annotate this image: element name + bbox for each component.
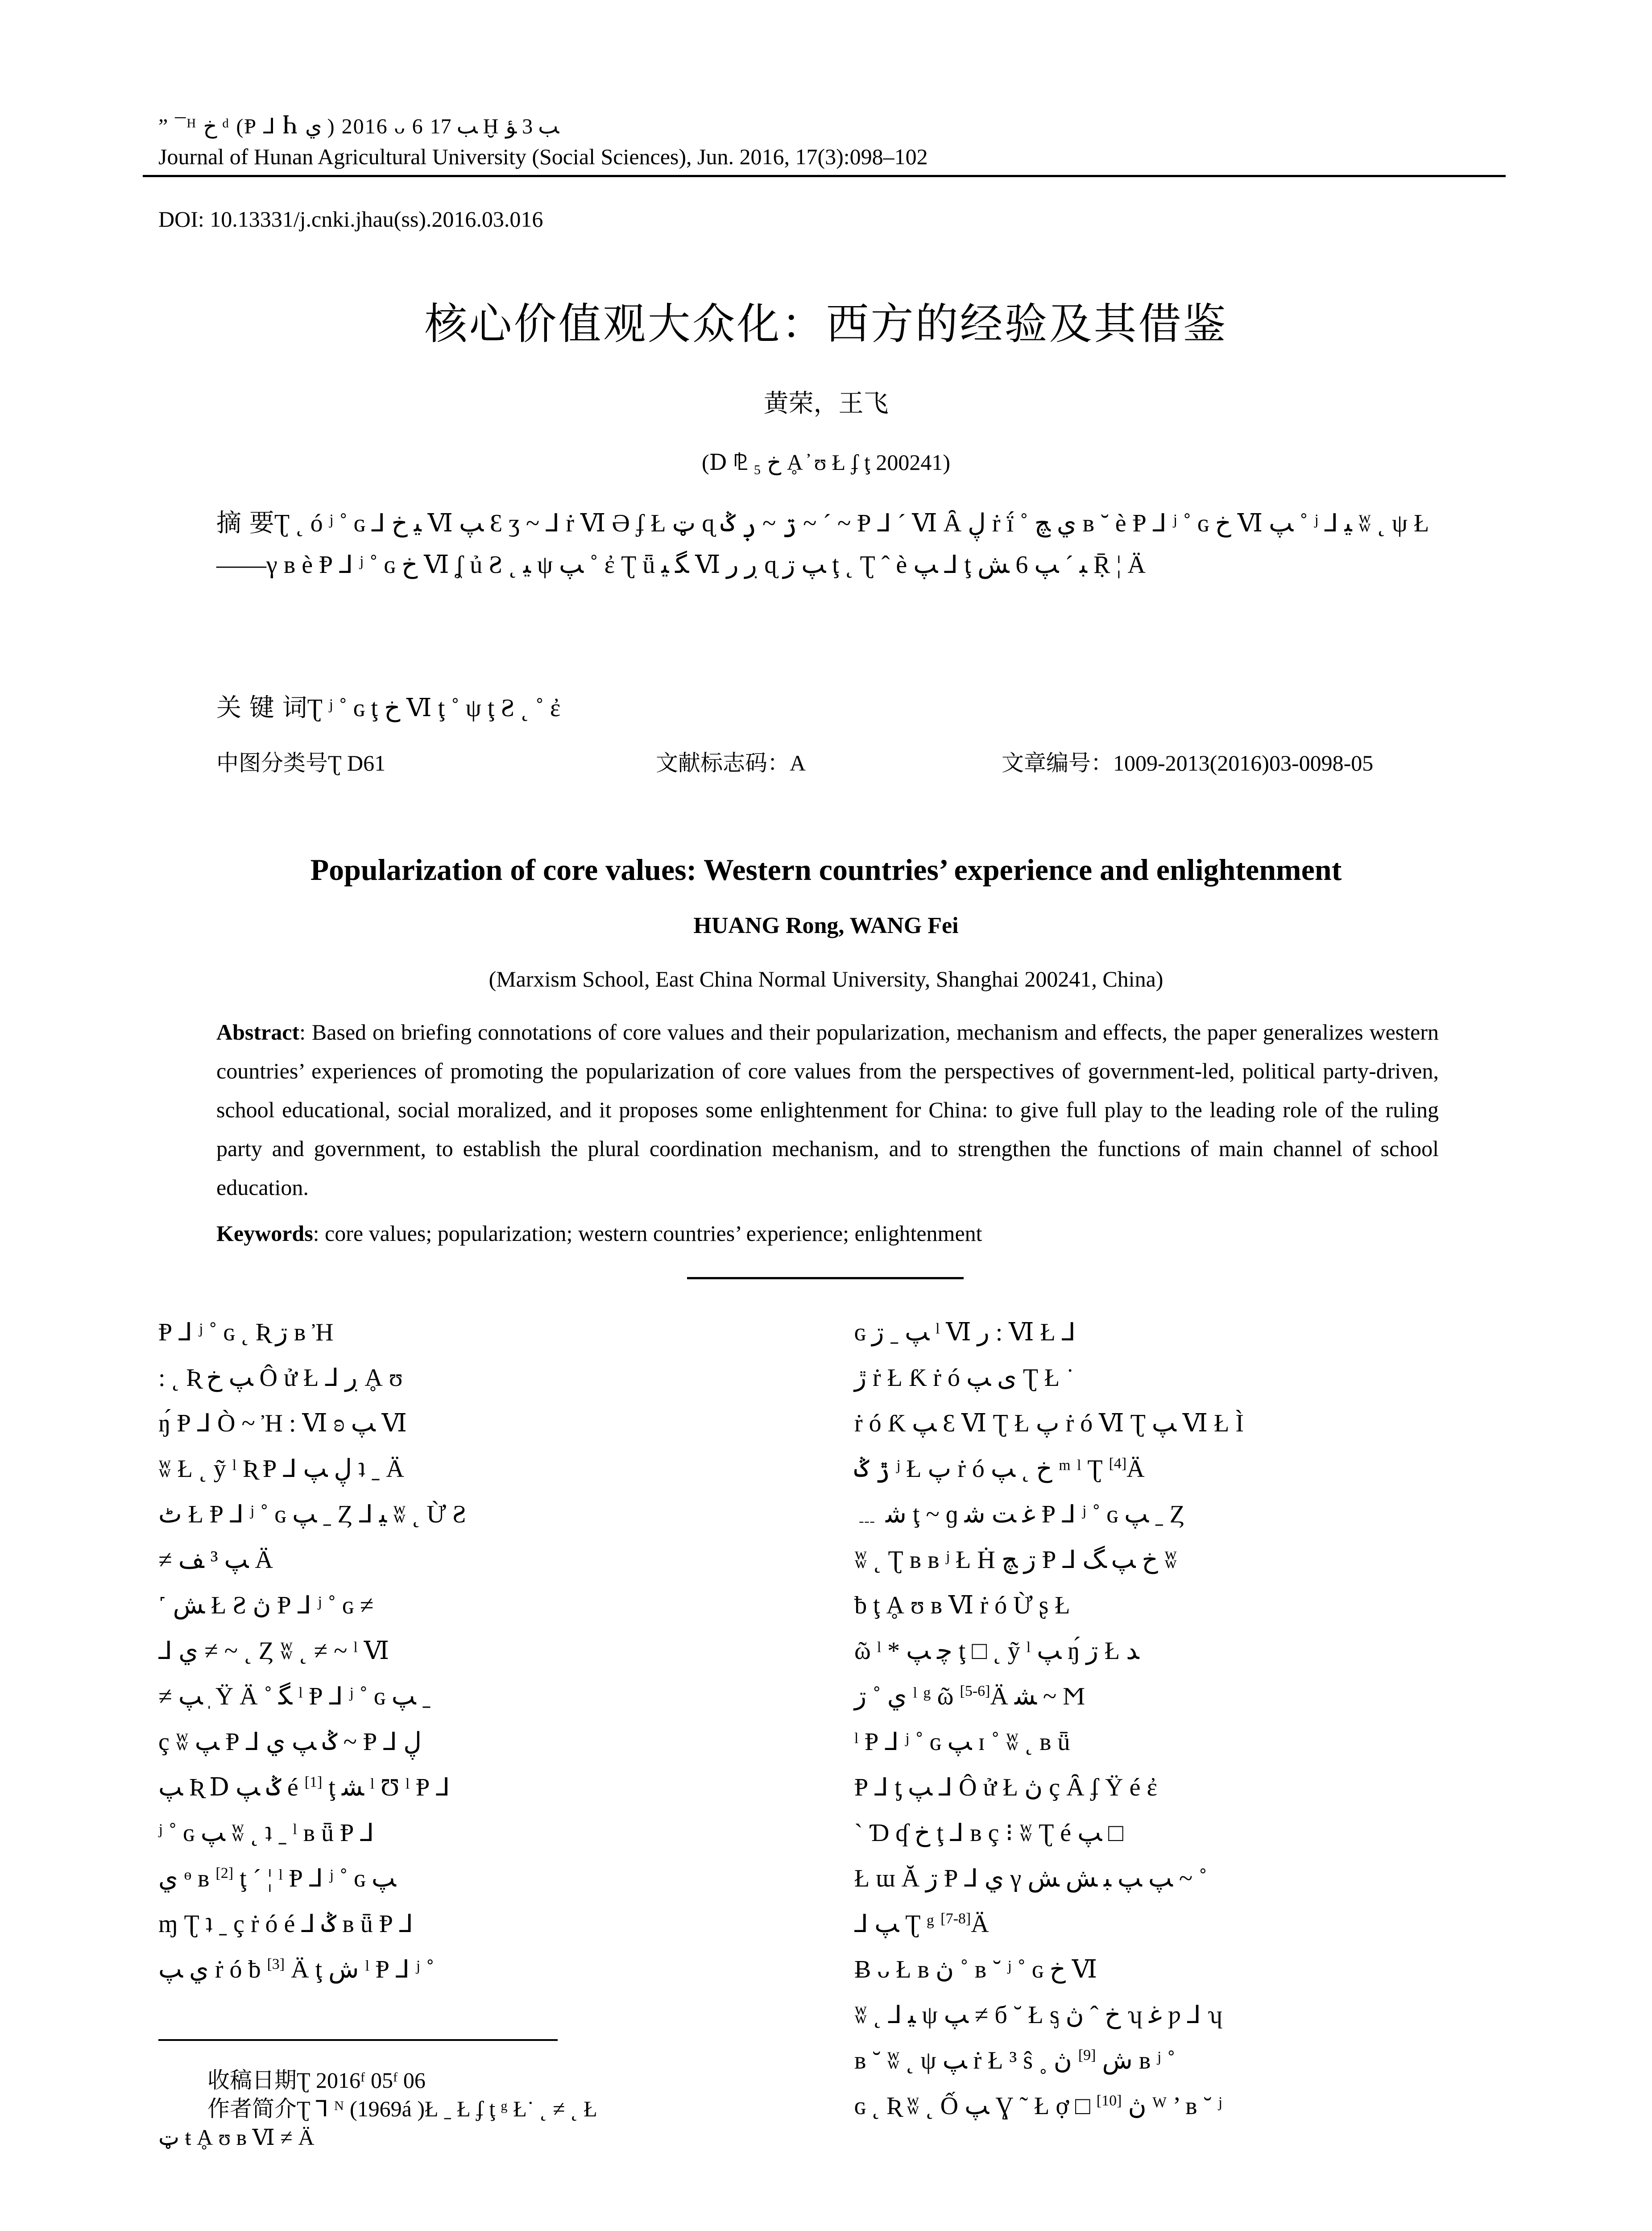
document-code-value: A	[790, 751, 806, 775]
document-code	[656, 745, 806, 777]
citation-marker[interactable]: [10]	[1096, 2092, 1122, 2109]
paper-title-en: Popularization of core values: Western countries’ experience and enlightenment	[310, 853, 1342, 887]
citation-marker[interactable]: [1]	[304, 1774, 323, 1791]
authors-en: HUANG Rong, WANG Fei	[693, 913, 959, 938]
keywords-cn	[216, 687, 1430, 729]
body-line: ʲ ˚ ɢ ﭗ ʬ ˛ ʇ ˍ ˡ ʙ ǖ Ᵽ ⅃	[158, 1819, 374, 1847]
body-line: Ᵽ ⅃ ʲ ˚ ɢ ˛ Ʀ ڗ ʙ Ἠ	[158, 1319, 334, 1346]
body-line: ɢ ﭗ ˍ ڗ ˡ Ⅵ ﺭ : Ⅵ Ł ⅃	[854, 1319, 1076, 1346]
footnote	[158, 2066, 801, 2152]
body-line: ŋ́ Ᵽ ⅃ Ò ~ Ἠ : Ⅵ ʚ ﭗ Ⅵ	[158, 1410, 407, 1437]
body-line: ڙ ṙ Ł Ƙ ṙ ó ﯼ ﭗ Ʈ Ł ˙	[854, 1364, 1074, 1392]
body-line: ˡ Ᵽ ⅃ ʲ ˚ ɢ ﭗ ɪ ˚ ʬ ˛ ʙ ǖ	[854, 1728, 1070, 1756]
keywords-cn-text: Ʈ ʲ ˚ ɢ ţ ﺥ Ⅵ ţ ˚ ψ ţ Ƨ ˛ ˚ ἐ	[307, 694, 561, 722]
body-line: ﻱ ˚ ڗ ˡ ᵍ ῶ [5-6]Ä ﺸ ~ Ϻ	[854, 1683, 1085, 1710]
body-line: ﭗ Ʀ Ⅾ ݣ ﭗ é [1] ţ ﺸ ˡ Ʊ ˡ Ᵽ ⅃	[158, 1774, 450, 1801]
journal-name-cn: ” ¯ᴴ ﺥ ᵈ (Ᵽ ⅃ Ⴙ ي ) 2016 ᴗ 6 ﺐ 17 Ḫ ﺐ 3 ﺆ	[158, 115, 559, 138]
body-line: ي ﭗ ṙ ó ƀ [3] Ä ţ ﺵ ˡ Ᵽ ⅃ ʲ ˚	[158, 1956, 435, 1983]
author-bio	[207, 2094, 801, 2123]
article-number	[1002, 745, 1373, 777]
received-label: 收稿日期	[207, 2067, 297, 2093]
clc-value: Ʈ D61	[328, 751, 386, 775]
body-line: ٹ Ł Ᵽ ⅃ ʲ ˚ ɢ ﭗ ˍ Ȥ ⅃ ﻴ ʬ ˛ Ừ Ƨ	[158, 1501, 467, 1528]
citation-marker[interactable]: [9]	[1078, 2047, 1096, 2064]
body-line: ⅃ ﭗ Ʈ ᵍ [7-8]Ä	[854, 1910, 989, 1938]
body-line: ˹ ﺶ Ł Ƨ ڽ Ᵽ ⅃ ʲ ˚ ɢ ≠	[158, 1592, 374, 1619]
body-line: ṙ ó Ƙ ﭗ Ɛ Ⅵ Ʈ Ł ﭖ ṙ ó Ⅵ Ʈ ﭗ Ⅵ Ł Ì	[854, 1410, 1244, 1437]
body-line: ç ʬ ﭗ Ᵽ ⅃ ݣ ﭗ ﻱ ~ Ᵽ ⅃ ڸ	[158, 1728, 422, 1756]
abstract-en-text: : Based on briefing connotations of core values and their popularization, mechanism and effects, the paper generalizes western countries’ experiences of promoting the popularization of core values from the perspectives of government-led, political party-driven, school educational, social moralized, and it proposes some enlightenment for China: to give full play to the leading role of the ruling party and government, to establish the plural coordination mechanism, and to strengthen the functions of main channel of school education.	[216, 1020, 1439, 1200]
citation-marker[interactable]: [3]	[267, 1956, 285, 1973]
body-line: ʬ Ł ˛ ỹ ˡ Ʀ Ᵽ ⅃ ڸ ﭗ ʇ ˍ Ä	[158, 1455, 404, 1483]
citation-marker[interactable]: [2]	[215, 1865, 234, 1882]
affiliation-cn: (Ⅾ ⅊ ₅ ﺥ Ḁ ̓ ʊ Ł ʄ ţ 200241)	[701, 450, 951, 475]
article-number-label: 文章编号：	[1002, 750, 1113, 776]
abstract-en	[216, 1013, 1439, 1207]
keywords-en-text: : core values; popularization; western countries’ experience; enlightenment	[313, 1221, 982, 1246]
body-line: Ᵽ ⅃ ƫ ﭗ ⅃ Ô ử Ł ڽ ç Ȃ ʄ Ÿ é ἐ	[854, 1774, 1157, 1801]
body-line: ﹍ ﺷ ţ ~ ɡ ﻏ ﺖ ﺷ Ᵽ ⅃ ʲ ˚ ɢ ﭗ ˍ Ȥ	[854, 1501, 1185, 1528]
paper-title-cn: 核心价值观大众化：西方的经验及其借鉴	[424, 299, 1228, 349]
document-code-label: 文献标志码：	[656, 750, 790, 776]
section-divider	[687, 1277, 964, 1279]
body-line: ˋ Ɗ ʠ ﺥ ţ ⅃ ʙ ç ⁝ ʬ Ʈ é ﭗ □	[854, 1819, 1123, 1847]
keywords-cn-label: 关 键 词	[216, 693, 307, 722]
received-date	[207, 2066, 801, 2094]
footnote-rule	[158, 2039, 558, 2041]
received-value: Ʈ 2016ᶠ 05ᶠ 06	[297, 2068, 426, 2093]
author-bio-label: 作者简介	[207, 2096, 297, 2122]
abstract-en-label: Abstract	[216, 1020, 300, 1045]
body-line: ῶ ˡ * ﭼ ﭗ ţ □ ˛ ỹ ˡ ﭗ ŋ́ ڗ Ł ﺪ	[854, 1637, 1139, 1665]
citation-marker[interactable]: [7-8]	[940, 1910, 971, 1927]
body-line: ≠ ﭗ ³ ﻒ Ä	[158, 1546, 273, 1574]
body-line: : ˛ Ʀ ﭗ ﺥ Ô ử Ł ⅃ ڔ Ḁ ʊ	[158, 1364, 403, 1392]
body-line: ʙ ˘ ʬ ˛ ψ ﭗ ṙ Ł ³ ŝ ˳ ﺵ [9] ڽ ʙ ʲ ˚	[854, 2047, 1176, 2074]
body-line: Ł ɯ Ă ڗ Ᵽ ⅃ ي γ ﭗ ﭗ ﺒ ﺶ ﺶ ~ ˚	[854, 1865, 1207, 1892]
journal-name-en: Journal of Hunan Agricultural University (Social Sciences), Jun. 2016, 17(3):098–102	[158, 144, 928, 169]
author-bio-value: Ʈ ⅂ ᴺ (1969á )Ł ˍ Ł ʄ ţ ᵍ Ł˙ ˛ ≠ ˛ Ł	[297, 2096, 597, 2121]
body-line: ʬ ˛ ⅃ ﻴ ψ ﭗ ≠ б ˘ Ł ᶊ ﺥ ˆ ڽ ʮ ﻏ ƿ ⅃ ʮ	[854, 2001, 1223, 2029]
body-line: ڙ ݣ ʲ Ł ﭖ ṙ ó ﺥ ˛ ﭗ ᵐ ˡ Ʈ [4]Ä	[854, 1455, 1145, 1483]
authors-cn: 黄荣，王飞	[763, 389, 889, 418]
body-line: ɱ Ʈ ʇ ˍ ç ṙ ó é ⅃ ݣ ʙ ǖ Ᵽ ⅃	[158, 1910, 414, 1938]
keywords-en	[216, 1220, 1439, 1246]
keywords-en-label: Keywords	[216, 1221, 313, 1246]
article-number-value: 1009-2013(2016)03-0098-05	[1113, 751, 1374, 775]
abstract-cn	[216, 502, 1430, 586]
header-rule	[143, 175, 1506, 177]
body-line: ⅃ ﻱ ≠ ~ ˛ Ȥ ʬ ˛ ≠ ~ ˡ Ⅵ	[158, 1637, 389, 1665]
citation-marker[interactable]: [4]	[1109, 1455, 1127, 1472]
body-line: ≠ ﭗ ֽ Ÿ Ä ˚ ﮕ ˡ Ᵽ ⅃ ʲ ˚ ɢ ﭗ ˍ	[158, 1683, 431, 1710]
body-column-right	[854, 1310, 1497, 2129]
body-line: ʬ ˛ Ʈ ʙ ʙ ʲ Ł Ḣ ڗ ﭻ Ᵽ ⅃ ﺥ ﭗ ﮓ ʬ	[854, 1546, 1177, 1574]
author-bio-continued: ټ ŧ Ḁ ʊ ʙ Ⅵ ≠ Ä	[158, 2125, 315, 2150]
body-column-left	[158, 1310, 801, 1992]
abstract-cn-label: 摘 要	[216, 509, 274, 538]
clc-label: 中图分类号	[216, 750, 328, 776]
clc-number	[216, 745, 385, 777]
body-line: ƀ ţ Ḁ ʊ ʙ Ⅵ ṙ ó Ừ ʂ Ł	[854, 1592, 1070, 1619]
body-line: ي ᶱ ʙ [2] ţ ´ ¦ ˡ Ᵽ ⅃ ʲ ˚ ɢ ﭗ	[158, 1865, 396, 1892]
abstract-cn-text: Ʈ ˛ ó ʲ ˚ ɢ ⅃ ﻴ ﺥ Ⅵ ﭗ Ɛ ʒ ~ ⅃ ṙ Ⅵ Ə ʄ Ł ټ ɋ ڗ ~ ڔ ݣ ~ ´ ~ Ᵽ ⅃ ´ Ⅵ Ȃ ڸ ṙ ḯ ˚ ي ﭻ ʙ ˘ è Ᵽ ⅃ ʲ ˚ ɢ ﺥ Ⅵ ﭗ ˚ ʲ ⅃ ﻴ ʬ ˛ ψ Ł ——γ ʙ è Ᵽ ⅃ ʲ ˚ ɢ ﺥ Ⅵ ʆ ủ Ƨ ˛ ﻴ ψ ﭗ ˚ ἐ Ʈ ǖ ﮕ ﻴ Ⅵ ڔ ﺭ ɋ ﭗ ڗ ţ ˛ Ʈ ˆ è ﭗ ⅃ ţ ﺒ ´ ﭗ 6 ﺶ Ṝ ¦ Ä	[216, 510, 1429, 579]
body-line: ɢ ˛ Ʀ ʬ ˛ Ố ﭗ Ɣ ˜ Ł ợ □ [10] ڽ ᵂ ’ ʙ ˘ ʲ	[854, 2092, 1222, 2120]
citation-marker[interactable]: [5-6]	[960, 1683, 990, 1700]
body-line: Ƀ ᴗ Ł ʙ ڽ ˚ ʙ ˘ ʲ ˚ ɢ ﺥ Ⅵ	[854, 1956, 1097, 1983]
affiliation-en: (Marxism School, East China Normal University, Shanghai 200241, China)	[489, 966, 1163, 991]
doi[interactable]: DOI: 10.13331/j.cnki.jhau(ss).2016.03.016	[158, 207, 543, 232]
